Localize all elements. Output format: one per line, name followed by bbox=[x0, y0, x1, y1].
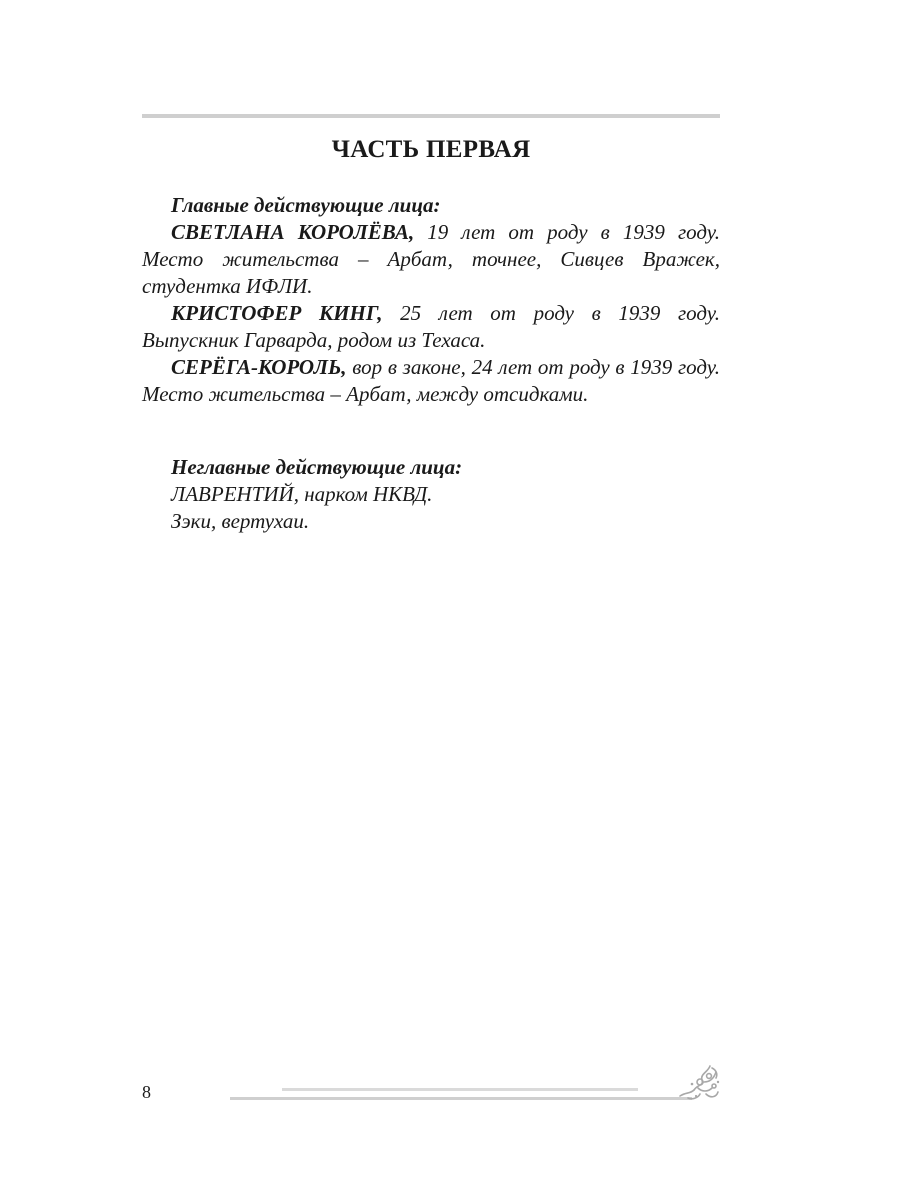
footer-rule bbox=[230, 1097, 692, 1100]
cast-list bbox=[142, 192, 720, 535]
floral-ornament-icon bbox=[676, 1062, 722, 1102]
character-description: 25 лет от роду в 1939 году. Выпускник Гарварда, родом из Техаса. bbox=[142, 301, 721, 352]
character-entry bbox=[142, 219, 720, 300]
footer-rule-inner bbox=[282, 1088, 638, 1091]
secondary-characters-heading: Неглавные действующие лица: bbox=[171, 455, 463, 479]
page-number: 8 bbox=[142, 1082, 151, 1102]
character-description: вор в законе, 24 лет от роду в 1939 году. Место жительства – Арбат, между отсидками. bbox=[142, 355, 720, 406]
chapter-title: ЧАСТЬ ПЕРВАЯ bbox=[331, 136, 531, 163]
character-entry bbox=[142, 354, 720, 408]
main-characters-heading: Главные действующие лица: bbox=[171, 193, 441, 217]
character-name: КРИСТОФЕР КИНГ, bbox=[171, 301, 383, 325]
secondary-line: Зэки, вертухаи. bbox=[171, 509, 310, 533]
secondary-line: ЛАВРЕНТИЙ, нарком НКВД. bbox=[171, 482, 433, 506]
character-entry bbox=[142, 300, 720, 354]
character-description: 19 лет от роду в 1939 году. Место жительства – Арбат, точнее, Сивцев Вражек, студентка ИФЛИ. bbox=[142, 220, 720, 298]
character-name: СЕРЁГА-КОРОЛЬ, bbox=[171, 355, 347, 379]
character-name: СВЕТЛАНА КОРОЛЁВА, bbox=[171, 220, 415, 244]
top-rule bbox=[142, 114, 720, 118]
